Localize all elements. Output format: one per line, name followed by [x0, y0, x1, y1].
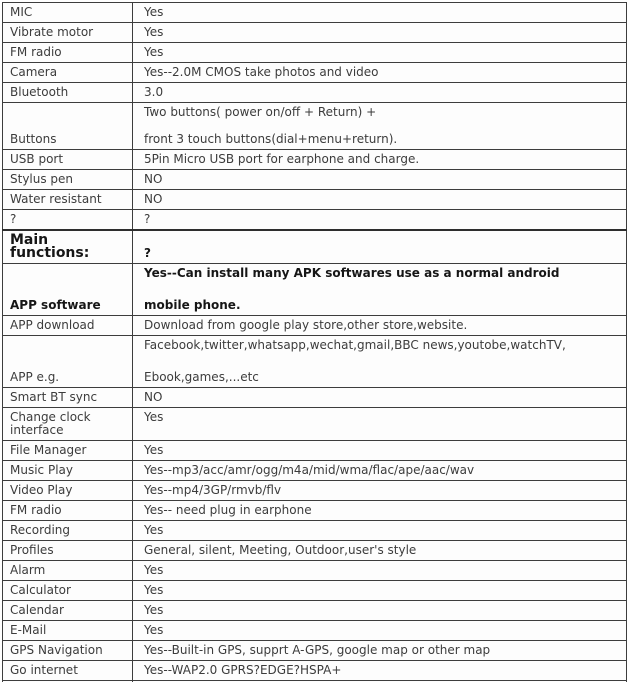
spec-value-line: Yes--Can install many APK softwares use as a normal android [144, 266, 560, 280]
spec-value: Yes [144, 623, 164, 637]
spec-value-cell [133, 621, 627, 641]
spec-value: NO [144, 192, 163, 206]
spec-row [3, 501, 627, 521]
spec-label-cell [3, 3, 133, 23]
spec-row [3, 83, 627, 103]
spec-value: Yes [144, 5, 164, 19]
spec-value-cell [133, 661, 627, 681]
spec-row [3, 3, 627, 23]
spec-value-cell [133, 316, 627, 336]
spec-label: Video Play [10, 483, 73, 497]
spec-label-cell [3, 43, 133, 63]
spec-row [3, 541, 627, 561]
spec-row [3, 661, 627, 681]
spec-row [3, 521, 627, 541]
spec-label: Main functions: [10, 232, 90, 261]
spec-value-cell [133, 190, 627, 210]
spec-label-cell [3, 210, 133, 231]
spec-label-cell [3, 481, 133, 501]
spec-value: 5Pin Micro USB port for earphone and charge. [144, 152, 420, 166]
spec-row [3, 561, 627, 581]
spec-row [3, 621, 627, 641]
spec-row [3, 441, 627, 461]
spec-value: Yes-- need plug in earphone [144, 503, 312, 517]
spec-value: Download from google play store,other store,website. [144, 318, 468, 332]
spec-label-cell [3, 264, 133, 316]
spec-value: ? [144, 212, 151, 226]
spec-label: Bluetooth [10, 85, 69, 99]
spec-value-cell [133, 521, 627, 541]
spec-value: Yes--mp4/3GP/rmvb/flv [144, 483, 282, 497]
spec-label-cell [3, 170, 133, 190]
spec-row [3, 316, 627, 336]
spec-value: Yes--2.0M CMOS take photos and video [144, 65, 379, 79]
spec-value-cell [133, 561, 627, 581]
spec-label: Calendar [10, 603, 64, 617]
spec-value-cell [133, 103, 627, 150]
spec-value-line: Two buttons( power on/off + Return) + [144, 105, 377, 119]
spec-label-cell [3, 388, 133, 408]
spec-value: Yes [144, 563, 164, 577]
spec-row [3, 190, 627, 210]
spec-value-line: mobile phone. [144, 298, 241, 312]
spec-value-line: front 3 touch buttons(dial+menu+return). [144, 132, 398, 146]
spec-label: FM radio [10, 45, 62, 59]
spec-value-cell [133, 388, 627, 408]
spec-row [3, 481, 627, 501]
spec-value: Yes [144, 25, 164, 39]
spec-table [2, 2, 627, 682]
spec-row [3, 581, 627, 601]
spec-label: Go internet [10, 663, 78, 677]
spec-label: APP e.g. [10, 370, 60, 384]
spec-label-cell [3, 661, 133, 681]
spec-row [3, 63, 627, 83]
spec-value-cell [133, 210, 627, 231]
spec-label: Vibrate motor [10, 25, 94, 39]
spec-label: Change clock interface [10, 410, 91, 437]
spec-label-cell [3, 641, 133, 661]
spec-label-cell [3, 23, 133, 43]
spec-row [3, 408, 627, 441]
spec-value: NO [144, 172, 163, 186]
spec-label-cell [3, 441, 133, 461]
spec-value: 3.0 [144, 85, 164, 99]
spec-value: Yes [144, 443, 164, 457]
spec-label: ? [10, 212, 17, 226]
spec-value-cell [133, 336, 627, 388]
spec-label: Water resistant [10, 192, 102, 206]
spec-label-cell [3, 63, 133, 83]
spec-label-cell [3, 521, 133, 541]
spec-label-cell [3, 461, 133, 481]
spec-value-cell [133, 581, 627, 601]
spec-label-cell [3, 316, 133, 336]
spec-label-cell [3, 150, 133, 170]
spec-row [3, 170, 627, 190]
spec-value: Yes [144, 45, 164, 59]
spec-value: General, silent, Meeting, Outdoor,user's style [144, 543, 417, 557]
spec-label-cell [3, 190, 133, 210]
spec-row [3, 230, 627, 264]
spec-label: GPS Navigation [10, 643, 103, 657]
spec-value-line: Facebook,twitter,whatsapp,wechat,gmail,BBC news,youtobe,watchTV, [144, 338, 566, 352]
spec-label-cell [3, 336, 133, 388]
spec-value-cell [133, 170, 627, 190]
spec-label-cell [3, 561, 133, 581]
spec-value-cell [133, 481, 627, 501]
spec-value: Yes--WAP2.0 GPRS?EDGE?HSPA+ [144, 663, 342, 677]
spec-value: ? [144, 246, 151, 260]
spec-label: APP download [10, 318, 95, 332]
spec-label: Calculator [10, 583, 71, 597]
spec-label: Recording [10, 523, 71, 537]
spec-table-body [3, 3, 627, 682]
spec-value-cell [133, 43, 627, 63]
spec-value: Yes [144, 583, 164, 597]
spec-row [3, 43, 627, 63]
spec-row [3, 601, 627, 621]
spec-label: E-Mail [10, 623, 47, 637]
spec-value-cell [133, 230, 627, 264]
spec-value-cell [133, 23, 627, 43]
spec-label-cell [3, 83, 133, 103]
spec-value-cell [133, 441, 627, 461]
spec-label: Music Play [10, 463, 73, 477]
spec-label: Buttons [10, 132, 57, 146]
spec-label-cell [3, 541, 133, 561]
spec-row [3, 150, 627, 170]
spec-label: Camera [10, 65, 58, 79]
spec-label-cell [3, 581, 133, 601]
spec-value: Yes--mp3/acc/amr/ogg/m4a/mid/wma/flac/ape/aac/wav [144, 463, 475, 477]
spec-label: MIC [10, 5, 33, 19]
spec-row [3, 388, 627, 408]
spec-label: APP software [10, 298, 101, 312]
spec-value: NO [144, 390, 163, 404]
spec-label: USB port [10, 152, 64, 166]
spec-value-cell [133, 264, 627, 316]
spec-value-cell [133, 150, 627, 170]
spec-value: Yes [144, 523, 164, 537]
spec-label-cell [3, 601, 133, 621]
spec-label-cell [3, 621, 133, 641]
spec-row [3, 23, 627, 43]
spec-value-cell [133, 408, 627, 441]
spec-label-cell [3, 501, 133, 521]
spec-row [3, 461, 627, 481]
spec-value-cell [133, 641, 627, 661]
spec-value-cell [133, 601, 627, 621]
spec-value-cell [133, 501, 627, 521]
spec-row [3, 641, 627, 661]
spec-label: Profiles [10, 543, 54, 557]
spec-label: File Manager [10, 443, 87, 457]
spec-label: Alarm [10, 563, 46, 577]
spec-value-line: Ebook,games,...etc [144, 370, 259, 384]
spec-value: Yes [144, 410, 164, 424]
spec-label-cell [3, 408, 133, 441]
spec-value: Yes [144, 603, 164, 617]
spec-label-cell [3, 103, 133, 150]
spec-label-cell [3, 230, 133, 264]
spec-value-cell [133, 541, 627, 561]
spec-row [3, 264, 627, 316]
spec-value-cell [133, 3, 627, 23]
spec-label: Stylus pen [10, 172, 74, 186]
spec-value-cell [133, 461, 627, 481]
spec-value-cell [133, 83, 627, 103]
spec-row [3, 210, 627, 231]
spec-label: FM radio [10, 503, 62, 517]
spec-label: Smart BT sync [10, 390, 98, 404]
spec-value: Yes--Built-in GPS, supprt A-GPS, google map or other map [144, 643, 491, 657]
spec-row [3, 103, 627, 150]
spec-value-cell [133, 63, 627, 83]
spec-row [3, 336, 627, 388]
